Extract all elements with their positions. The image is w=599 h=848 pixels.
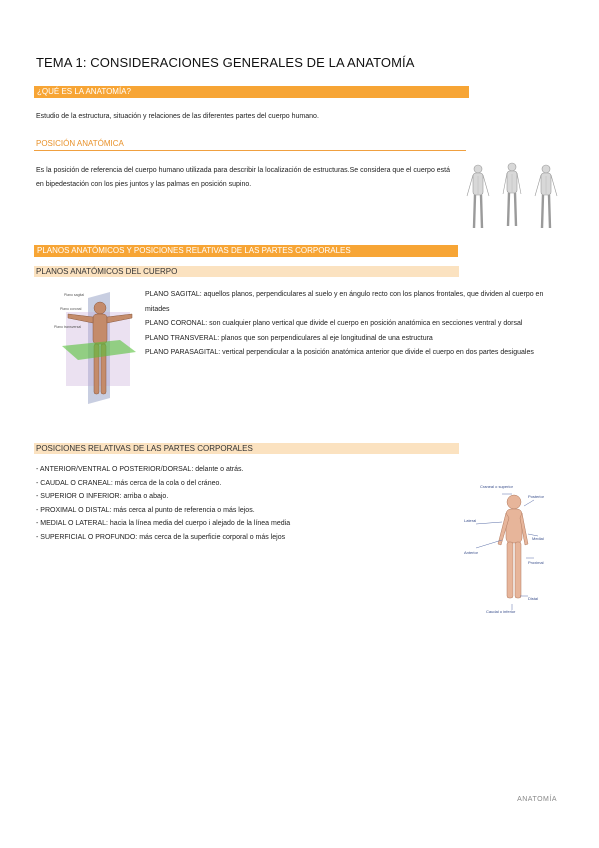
section-heading-posiciones-relativas bbox=[34, 443, 459, 454]
figure-label: Caudal o inferior bbox=[486, 609, 516, 614]
figure-label: Craneal o superior bbox=[480, 484, 513, 489]
section-heading-planos-posiciones bbox=[34, 245, 458, 257]
anatomical-position-figure bbox=[460, 160, 568, 234]
section-heading-label: PLANOS ANATÓMICOS Y POSICIONES RELATIVAS DE LAS PARTES CORPORALES bbox=[37, 246, 351, 255]
page-footer: ANATOMÍA bbox=[517, 796, 557, 803]
relative-positions-list bbox=[36, 463, 436, 544]
plane-item-parasagittal: PLANO PARASAGITAL: vertical perpendicular a la posición anatómica anterior que divide el cuerpo en dos partes desiguales bbox=[145, 349, 534, 356]
page-title: TEMA 1: CONSIDERACIONES GENERALES DE LA ANATOMÍA bbox=[36, 55, 415, 70]
section-text-que-es: Estudio de la estructura, situación y relaciones de las diferentes partes del cuerpo humano. bbox=[36, 113, 319, 120]
figure-label: Plano coronal bbox=[60, 307, 82, 311]
plane-item-transverse: PLANO TRANSVERAL: planos que son perpendiculares al eje longitudinal de una estructura bbox=[145, 334, 433, 342]
section-heading-label: POSICIONES RELATIVAS DE LAS PARTES CORPORALES bbox=[36, 444, 253, 453]
section-heading-que-es bbox=[34, 86, 469, 98]
body-planes-figure bbox=[54, 290, 138, 408]
list-item: - PROXIMAL O DISTAL: más cerca al punto de referencia o más lejos. bbox=[36, 506, 255, 514]
figure-label: Distal bbox=[528, 596, 539, 601]
list-item: - ANTERIOR/VENTRAL O POSTERIOR/DORSAL: delante o atrás. bbox=[36, 466, 244, 473]
list-item: - SUPERFICIAL O PROFUNDO: más cerca de la superficie corporal o más lejos bbox=[36, 533, 286, 541]
figure-label: Anterior bbox=[464, 550, 479, 555]
list-item: - MEDIAL O LATERAL: hacia la línea media del cuerpo i alejado de la línea media bbox=[36, 520, 291, 527]
section-divider bbox=[34, 150, 466, 151]
plane-item-coronal: PLANO CORONAL: son cualquier plano vertical que divide el cuerpo en posición anatómica en secciones ventral y dorsal bbox=[145, 320, 523, 327]
planes-list bbox=[145, 288, 563, 361]
figure-label: Posterior bbox=[528, 494, 545, 499]
figure-label: Lateral bbox=[464, 518, 477, 523]
plane-item-sagittal: PLANO SAGITAL: aquellos planos, perpendiculares al suelo y en ángulo recto con los planos frontales, que dividen al cuerpo en mitades bbox=[145, 291, 544, 313]
list-item: - SUPERIOR O INFERIOR: arriba o abajo. bbox=[36, 493, 169, 500]
figure-label: Plano transversal bbox=[54, 325, 82, 329]
figure-label: Plano sagital bbox=[64, 293, 85, 297]
relative-positions-figure bbox=[462, 478, 552, 614]
section-text-posicion: Es la posición de referencia del cuerpo humano utilizada para describir la localización de estructuras.Se considera que el cuerpo está en bipedestación con los pies juntos y las palmas en posición supino. bbox=[36, 167, 451, 188]
section-heading-label: ¿QUÉ ES LA ANATOMÍA? bbox=[37, 87, 131, 96]
section-heading-posicion: POSICIÓN ANATÓMICA bbox=[36, 139, 124, 148]
figure-label: Proximal bbox=[528, 560, 544, 565]
figure-label: Medial bbox=[532, 536, 544, 541]
section-heading-label: PLANOS ANATÓMICOS DEL CUERPO bbox=[36, 267, 178, 276]
section-heading-planos bbox=[34, 266, 459, 277]
list-item: - CAUDAL O CRANEAL: más cerca de la cola o del cráneo. bbox=[36, 479, 222, 487]
